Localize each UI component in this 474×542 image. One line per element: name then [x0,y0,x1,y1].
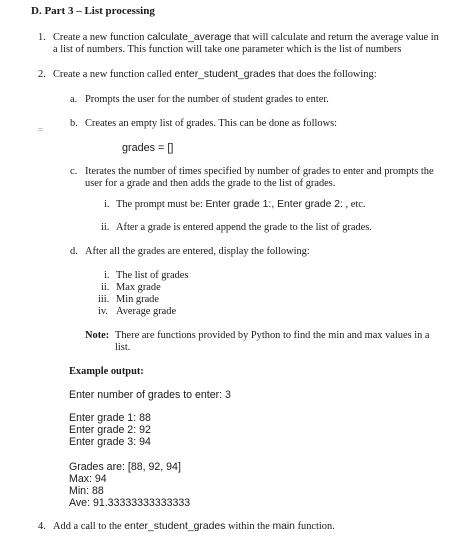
item-2d-iii-number: iii. [98,294,110,305]
item-2d-ii-text: Max grade [116,282,161,293]
item-2d-i-text: The list of grades [116,270,189,281]
item-2-text-post: that does the following: [275,69,377,80]
item-1-line-2: a list of numbers. This function will take one parameter which is the list of numbers [53,44,402,55]
item-2c-line-2: user for a grade and then adds the grade to the list of grades. [85,178,336,189]
enter-student-grades-call-code: enter_student_grades [124,521,226,532]
margin-mark: = [38,125,44,135]
item-2c-letter: c. [70,166,78,177]
calculate-average-code: calculate_average [147,32,232,43]
item-2-line [53,69,377,81]
item-4-line [53,521,335,533]
example-line-grade-1: Enter grade 1: 88 [69,412,151,424]
item-1-line-1 [53,32,439,44]
item-2c-line-1: Iterates the number of times specified by number of grades to enter and prompts the [85,166,434,177]
item-2d-text: After all the grades are entered, display the following: [85,246,310,257]
item-2-number: 2. [38,69,46,80]
item-2b-text: Creates an empty list of grades. This can be done as follows: [85,118,338,129]
item-1-number: 1. [38,32,46,43]
item-4-text-pre: Add a call to the [53,521,125,532]
item-4-text-post: function. [294,521,335,532]
item-4-number: 4. [38,521,46,532]
item-2d-iii-text: Min grade [116,294,159,305]
prompt-text-post: , etc. [342,199,366,210]
item-2d-letter: d. [70,246,78,257]
item-2c-i-number: i. [104,199,110,210]
item-2d-iv-text: Average grade [116,306,177,317]
item-2a-letter: a. [70,94,78,105]
section-heading: D. Part 3 – List processing [31,5,155,17]
prompt-code: Enter grade 1:, Enter grade 2: [205,199,343,210]
item-1-text-post: that will calculate and return the average value in [231,32,439,43]
item-2c-i-line [116,199,365,211]
note-label: Note: [85,330,110,341]
item-2d-i-number: i. [104,270,110,281]
example-output-heading: Example output: [69,366,144,377]
item-2d-iv-number: iv. [98,306,109,317]
example-line-enter-number: Enter number of grades to enter: 3 [69,389,231,401]
example-line-grades-list: Grades are: [88, 92, 94] [69,461,181,473]
example-line-grade-2: Enter grade 2: 92 [69,424,151,436]
example-line-grade-3: Enter grade 3: 94 [69,436,151,448]
item-2c-ii-text: After a grade is entered append the grade to the list of grades. [116,222,372,233]
item-2b-letter: b. [70,118,78,129]
main-function-code: main [272,521,295,532]
enter-student-grades-code: enter_student_grades [174,69,276,80]
note-line-1: There are functions provided by Python to find the min and max values in a [115,330,430,341]
item-2d-ii-number: ii. [101,282,110,293]
item-2a-text: Prompts the user for the number of student grades to enter. [85,94,329,105]
example-line-max: Max: 94 [69,473,107,485]
note-line-2: list. [115,342,131,353]
item-1-text-pre: Create a new function [53,32,148,43]
grades-code-snippet: grades = [] [122,142,174,154]
item-2c-ii-number: ii. [101,222,110,233]
item-2-text-pre: Create a new function called [53,69,175,80]
example-line-min: Min: 88 [69,485,104,497]
item-4-text-mid: within the [225,521,273,532]
prompt-text-pre: The prompt must be: [116,199,206,210]
example-line-ave: Ave: 91.33333333333333 [69,497,191,509]
